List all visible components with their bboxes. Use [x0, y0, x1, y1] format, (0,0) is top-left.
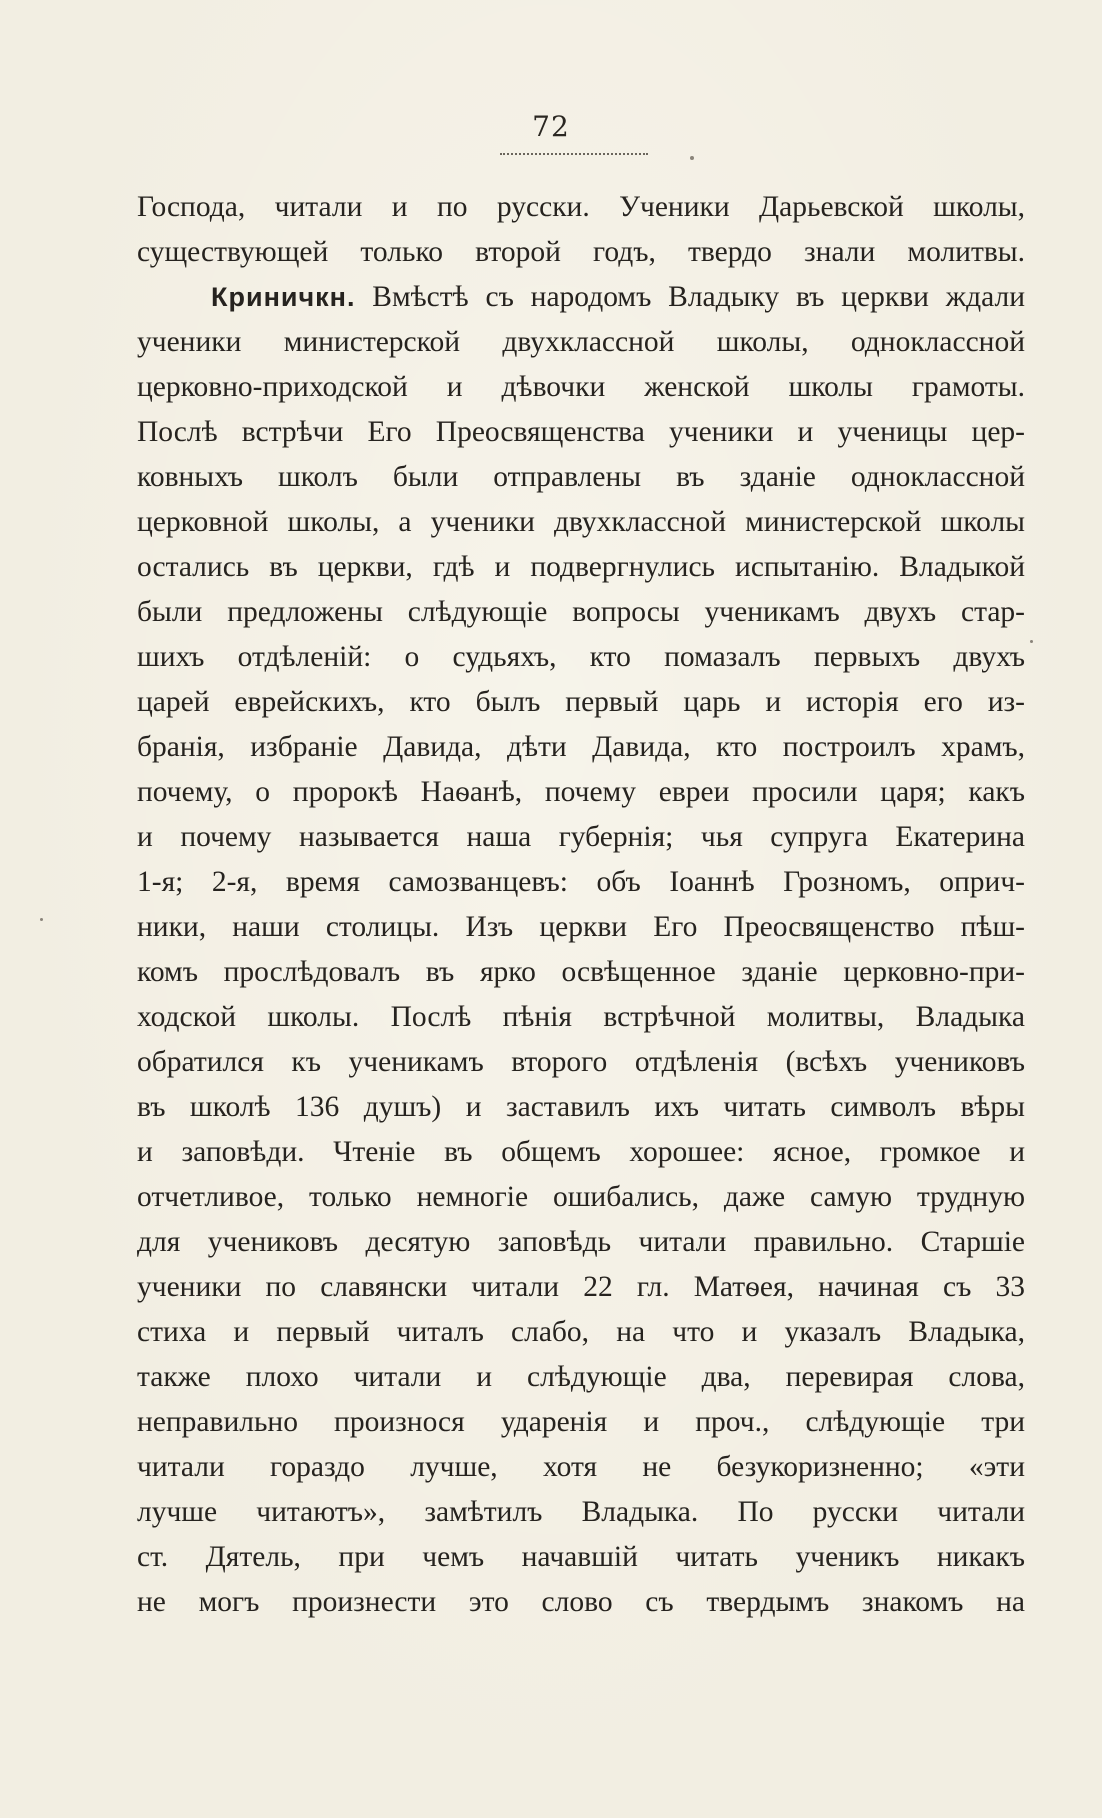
text-line [137, 905, 1025, 950]
line-text: для учениковъ десятую заповѣдь читали правильно. Старшіе [137, 1226, 1025, 1258]
line-text: не могъ произнести это слово съ твердымъ знакомъ на [137, 1586, 1025, 1618]
text-line [137, 815, 1025, 860]
text-line [137, 1535, 1025, 1580]
line-text: неправильно произнося ударенія и проч., слѣдующіе три [137, 1406, 1025, 1438]
line-text: шихъ отдѣленій: о судьяхъ, кто помазалъ первыхъ двухъ [137, 641, 1025, 673]
text-line [137, 410, 1025, 455]
line-text: и заповѣди. Чтеніе въ общемъ хорошее: ясное, громкое и [137, 1136, 1025, 1168]
header-rule [500, 153, 648, 155]
section-heading: Криничкн. [211, 282, 356, 312]
line-text: Господа, читали и по русски. Ученики Дарьевской школы, [137, 191, 1025, 223]
text-line [137, 1580, 1025, 1625]
line-text: ст. Дятель, при чемъ начавшій читать ученикъ никакъ [137, 1541, 1025, 1573]
text-line [137, 1490, 1025, 1535]
line-text: стиха и первый читалъ слабо, на что и указалъ Владыка, [137, 1316, 1025, 1348]
text-line [137, 680, 1025, 725]
text-line [137, 725, 1025, 770]
text-line [137, 455, 1025, 500]
text-line [137, 500, 1025, 545]
text-line [137, 1220, 1025, 1265]
line-text: ковныхъ школъ были отправлены въ зданіе одноклассной [137, 461, 1025, 493]
text-line [137, 1445, 1025, 1490]
text-line [137, 590, 1025, 635]
text-line [137, 950, 1025, 995]
page-number: 72 [532, 110, 570, 143]
text-line [137, 860, 1025, 905]
line-text: ученики министерской двухклассной школы, одноклассной [137, 326, 1025, 358]
line-text: Послѣ встрѣчи Его Преосвященства ученики и ученицы цер- [137, 416, 1025, 448]
line-text: 1-я; 2-я, время самозванцевъ: объ Іоаннѣ Грозномъ, оприч- [137, 866, 1025, 898]
paper-speck [690, 156, 694, 160]
text-line [137, 320, 1025, 365]
line-text: комъ прослѣдовалъ въ ярко освѣщенное зданіе церковно-при- [137, 956, 1025, 988]
line-text: церковной школы, а ученики двухклассной министерской школы [137, 506, 1025, 538]
text-line [137, 1310, 1025, 1355]
text-line [137, 275, 1025, 320]
line-text: существующей только второй годъ, твердо знали молитвы. [137, 236, 1025, 268]
line-text: ходской школы. Послѣ пѣнія встрѣчной молитвы, Владыка [137, 1001, 1025, 1033]
line-text: лучше читаютъ», замѣтилъ Владыка. По русски читали [137, 1496, 1025, 1528]
text-line [137, 1175, 1025, 1220]
line-text: читали гораздо лучше, хотя не безукоризненно; «эти [137, 1451, 1025, 1483]
text-line [137, 635, 1025, 680]
text-line [137, 545, 1025, 590]
text-line [137, 365, 1025, 410]
body-text [137, 185, 1025, 1625]
text-line [137, 1085, 1025, 1130]
line-text: также плохо читали и слѣдующіе два, перевирая слова, [137, 1361, 1025, 1393]
line-text: обратился къ ученикамъ второго отдѣленія (всѣхъ учениковъ [137, 1046, 1025, 1078]
text-line [137, 230, 1025, 275]
line-text: были предложены слѣдующіе вопросы ученикамъ двухъ стар- [137, 596, 1025, 628]
paper-speck [40, 918, 43, 921]
paper-speck [1030, 640, 1033, 643]
text-line [137, 770, 1025, 815]
line-text: ники, наши столицы. Изъ церкви Его Преосвященство пѣш- [137, 911, 1025, 943]
text-line [137, 995, 1025, 1040]
line-text: и почему называется наша губернія; чья супруга Екатерина [137, 821, 1025, 853]
line-text: царей еврейскихъ, кто былъ первый царь и исторія его из- [137, 686, 1025, 718]
line-text: церковно-приходской и дѣвочки женской школы грамоты. [137, 371, 1025, 403]
text-line [137, 1130, 1025, 1175]
text-line [137, 185, 1025, 230]
line-text: въ школѣ 136 душъ) и заставилъ ихъ читать символъ вѣры [137, 1091, 1025, 1123]
text-line [137, 1040, 1025, 1085]
line-text: почему, о пророкѣ Наѳанѣ, почему евреи просили царя; какъ [137, 776, 1025, 808]
text-line [137, 1265, 1025, 1310]
text-line [137, 1400, 1025, 1445]
line-text: отчетливое, только немногіе ошибались, даже самую трудную [137, 1181, 1025, 1213]
line-text: остались въ церкви, гдѣ и подвергнулись испытанію. Владыкой [137, 551, 1025, 583]
text-line [137, 1355, 1025, 1400]
line-text: Вмѣстѣ съ народомъ Владыку въ церкви ждали [355, 281, 1025, 313]
line-text: ученики по славянски читали 22 гл. Матѳея, начиная съ 33 [137, 1271, 1025, 1303]
line-text: бранія, избраніе Давида, дѣти Давида, кто построилъ храмъ, [137, 731, 1025, 763]
